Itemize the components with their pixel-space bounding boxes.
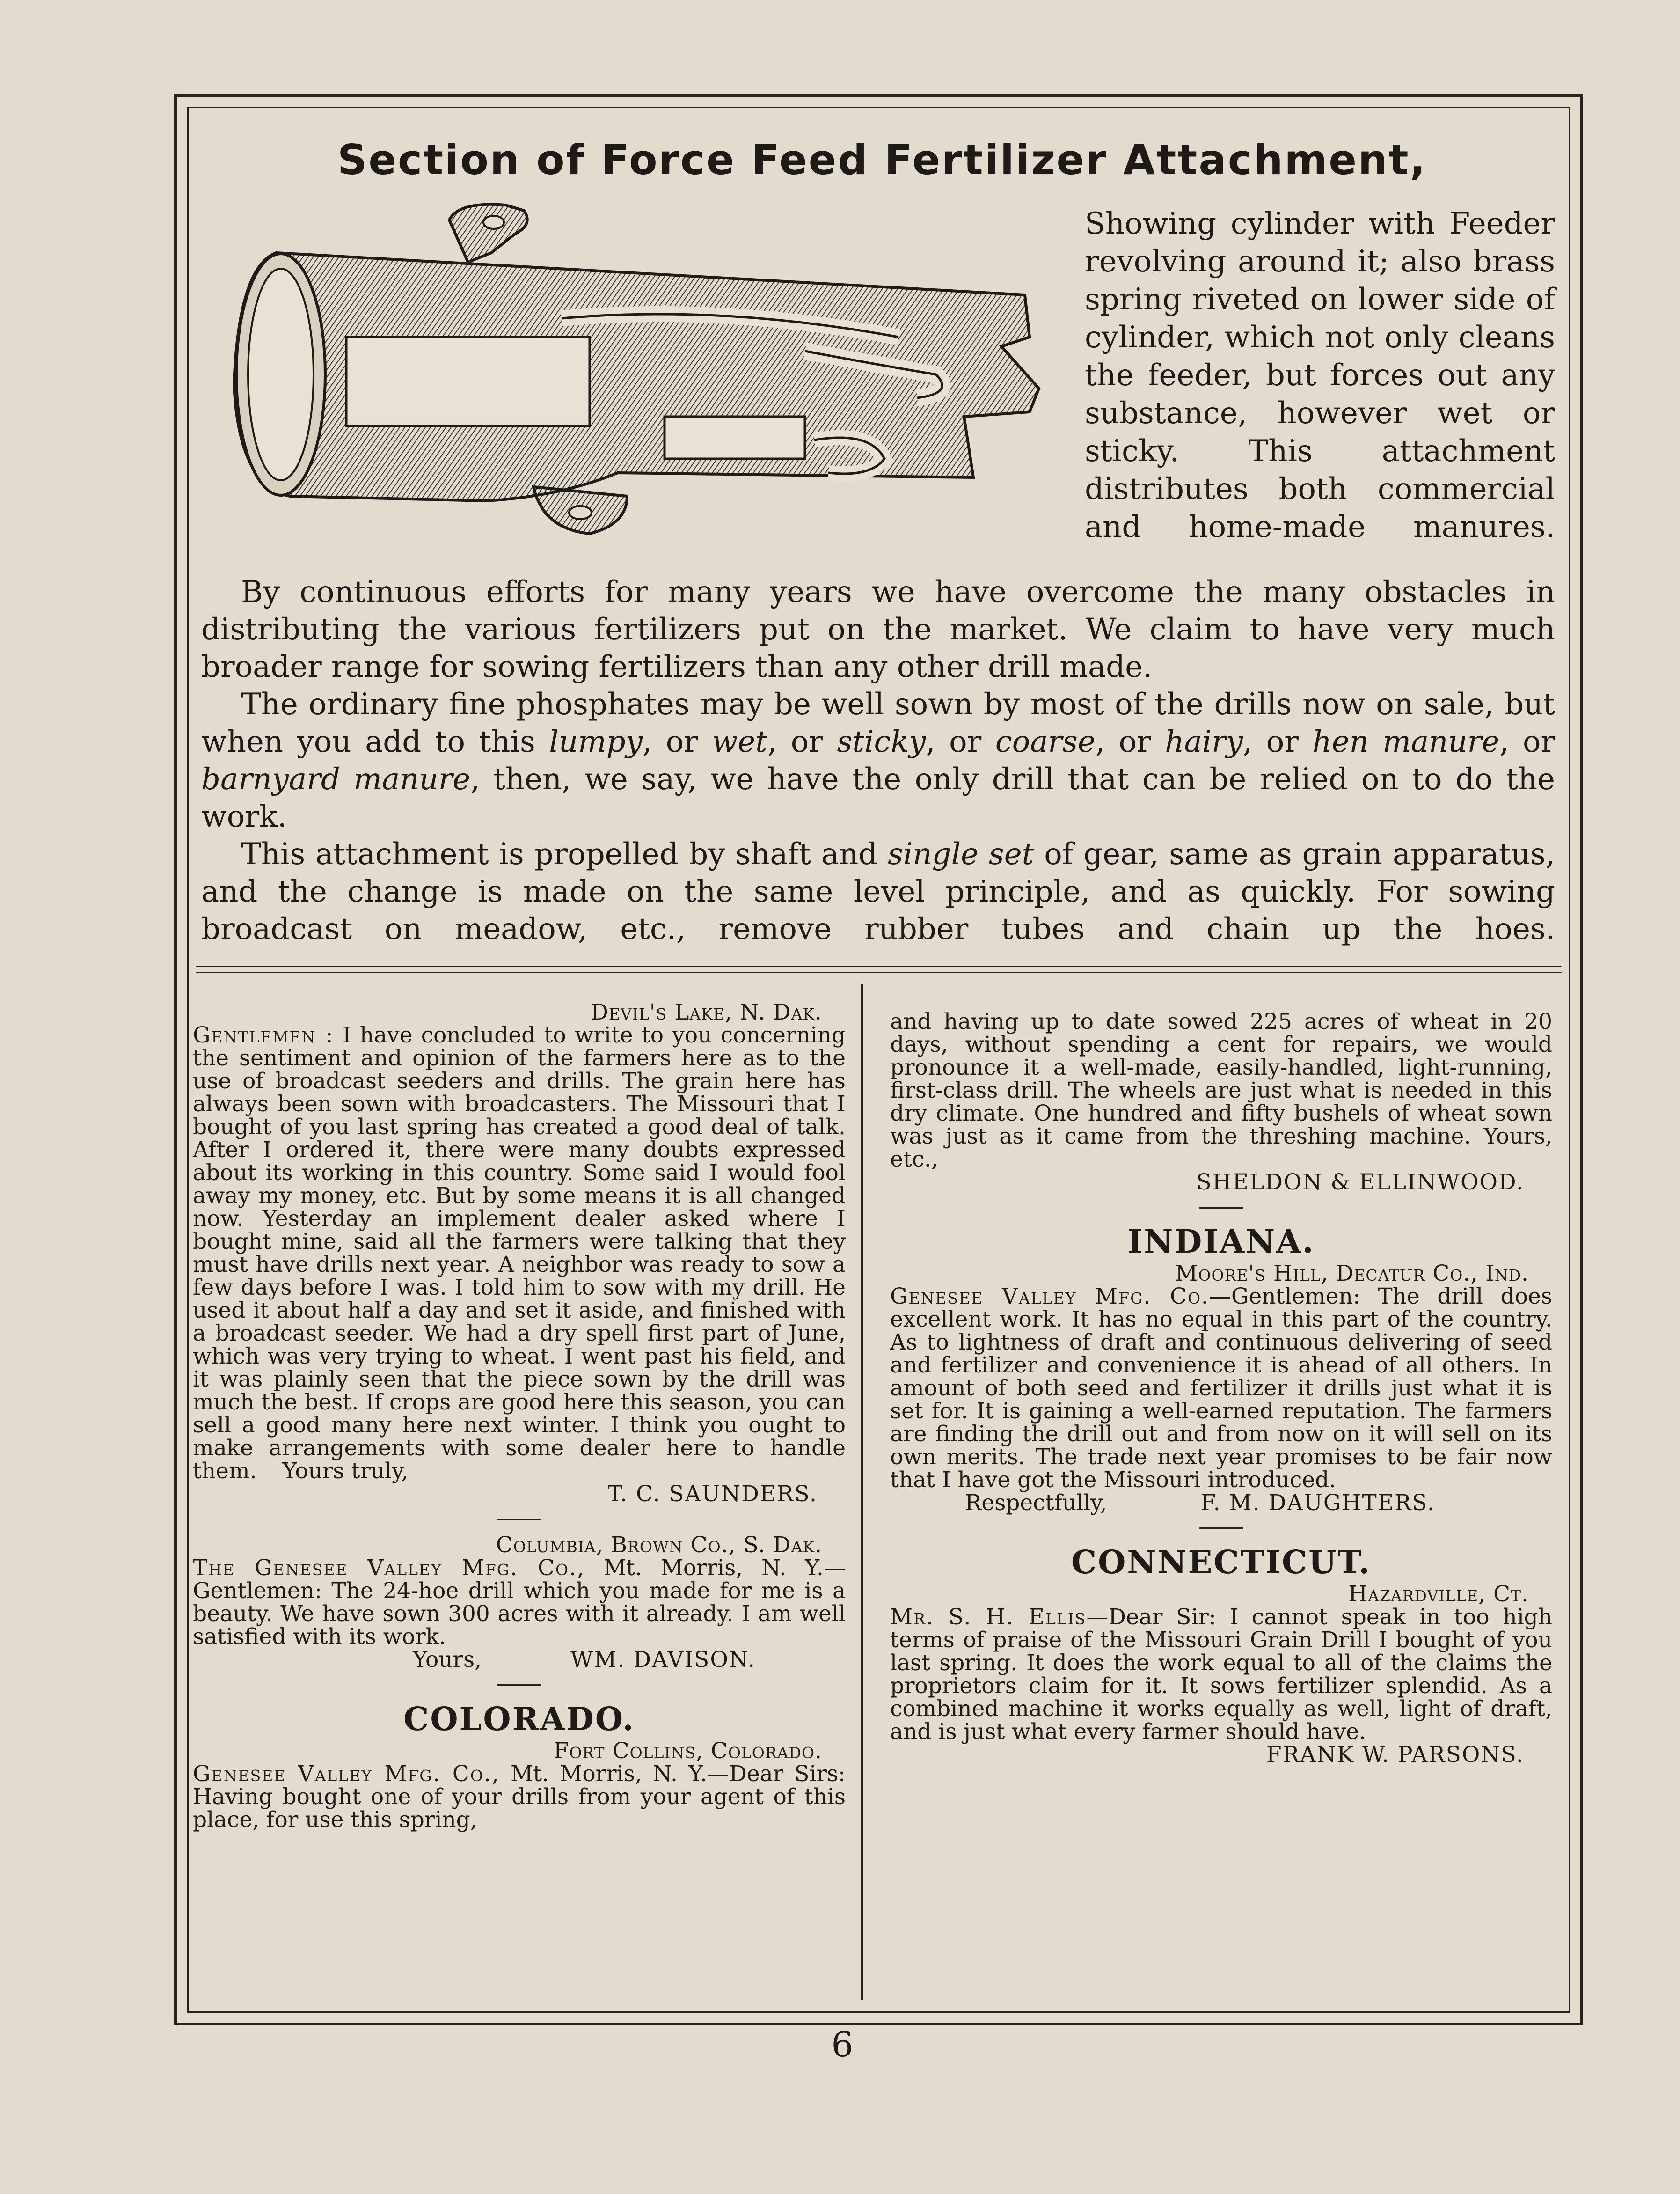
letter-signature-line: Respectfully, F. M. DAUGHTERS. xyxy=(965,1490,1435,1516)
left-column xyxy=(193,1001,846,1831)
section-divider xyxy=(196,966,1562,973)
letter-body: Gentlemen : I have concluded to write to you concerning the sentiment and opinion of the farmers here as to the use of broadcast seeders and drills. The grain here has always been sown with broadcasters. The Missouri that I bought of you last spring has created a good deal of talk. After I ordered it, there were many doubts expressed about its working in this country. Some said I would fool away my money, etc. But by some means it is all changed now. Yesterday an implement dealer asked where I bought mine, said all the farmers were talking that they must have drills next year. A neighbor was ready to sow a few days before I was. I told him to sow with my drill. He used it about half a day and set it aside, and finished with a broadcast seeder. We had a dry spell first part of June, which was very trying to wheat. I went past his field, and it was plainly seen that the piece sown by the drill was much the best. If crops are good here this season, you can sell a good many here next winter. I think you ought to make arrangements with some dealer here to handle them. Yours truly, xyxy=(193,1022,846,1484)
letter-signature: FRANK W. PARSONS. xyxy=(1266,1742,1524,1768)
letter-body: Mr. S. H. Ellis—Dear Sir: I cannot speak in too high terms of praise of the Missouri Grain Drill I bought of you last spring. It does the work equal to all of the claims the proprietors claim for it. It sows fertilizer splendid. As a combined machine it works equally as well, light of draft, and is just what every farmer should have. xyxy=(890,1604,1552,1745)
separator-dash xyxy=(497,1684,541,1686)
fertilizer-attachment-illustration xyxy=(206,197,1048,543)
page-title: Section of Force Feed Fertilizer Attachment, xyxy=(337,136,1427,184)
state-heading: CONNECTICUT. xyxy=(1071,1544,1371,1581)
separator-dash xyxy=(497,1519,541,1520)
letter-place: Moore's Hill, Decatur Co., Ind. xyxy=(1175,1261,1529,1286)
letter-place: Hazardville, Ct. xyxy=(1348,1581,1529,1607)
letter-body: The Genesee Valley Mfg. Co., Mt. Morris, N. Y.—Gentlemen: The 24-hoe drill which you made for me is a beauty. We have sown 300 acres with it already. I am well satisfied with its work. xyxy=(193,1555,846,1650)
intro-paragraph: The ordinary fine phosphates may be well sown by most of the drills now on sale, but when you add to this lumpy, or wet, or sticky, or coarse, or hairy, or hen manure, or barnyard manure, then, we say, we have the only drill that can be relied on to do the work. xyxy=(201,687,1556,834)
separator-dash xyxy=(1199,1207,1243,1209)
letter-body: Genesee Valley Mfg. Co.—Gentlemen: The drill does excellent work. It has no equal in this part of the country. As to lightness of draft and continuous delivering of seed and fertilizer and convenience it is ahead of all others. In amount of both seed and fertilizer it drills just what it is set for. It is gaining a well-earned reputation. The farmers are finding the drill out and from now on it will sell on its own merits. The trade next year promises to be fair now that I have got the Missouri introduced. xyxy=(890,1284,1552,1493)
letter-signature-line: Yours, WM. DAVISON. xyxy=(413,1647,756,1673)
letter-signature: T. C. SAUNDERS. xyxy=(607,1481,818,1507)
separator-dash xyxy=(1199,1527,1243,1529)
state-heading: INDIANA. xyxy=(1127,1223,1315,1261)
right-column xyxy=(890,1010,1552,1766)
intro-paragraph: This attachment is propelled by shaft and single set of gear, same as grain apparatus, and the change is made on the same level principle, and as quickly. For sowing broadcast on meadow, etc., remove rubber tubes and chain up the hoes. xyxy=(201,837,1556,947)
letter-body: and having up to date sowed 225 acres of wheat in 20 days, without spending a cent for repairs, we would pronounce it a well-made, easily-handled, light-running, first-class drill. The wheels are just what is needed in this dry climate. One hundred and fifty bushels of wheat sown was just as it came from the threshing machine. Yours, etc., xyxy=(890,1009,1552,1172)
letter-place: Devil's Lake, N. Dak. xyxy=(591,999,822,1025)
illustration-caption: Showing cylinder with Feeder revolving around it; also brass spring riveted on lower side of cylinder, which not only cleans the feeder, but forces out any substance, however wet or sticky. This attachment distributes both commercial and home-made manures. xyxy=(1085,206,1555,544)
fertilizer-attachment-cylinder-icon xyxy=(206,197,1048,543)
letter-place: Fort Collins, Colorado. xyxy=(553,1738,822,1764)
state-heading: COLORADO. xyxy=(403,1701,635,1738)
letter-place: Columbia, Brown Co., S. Dak. xyxy=(496,1532,822,1558)
page-number: 6 xyxy=(831,2025,854,2065)
intro-paragraph: By continuous efforts for many years we have overcome the many obstacles in distributing the various fertilizers put on the market. We claim to have very much broader range for sowing fertilizers than any other drill made. xyxy=(201,575,1555,684)
letter-signature: SHELDON & ELLINWOOD. xyxy=(1196,1169,1524,1195)
letter-body: Genesee Valley Mfg. Co., Mt. Morris, N. Y.—Dear Sirs: Having bought one of your drills from your agent of this place, for use this spring, xyxy=(193,1761,846,1833)
column-rule xyxy=(861,984,863,2000)
intro-text xyxy=(201,573,1555,948)
